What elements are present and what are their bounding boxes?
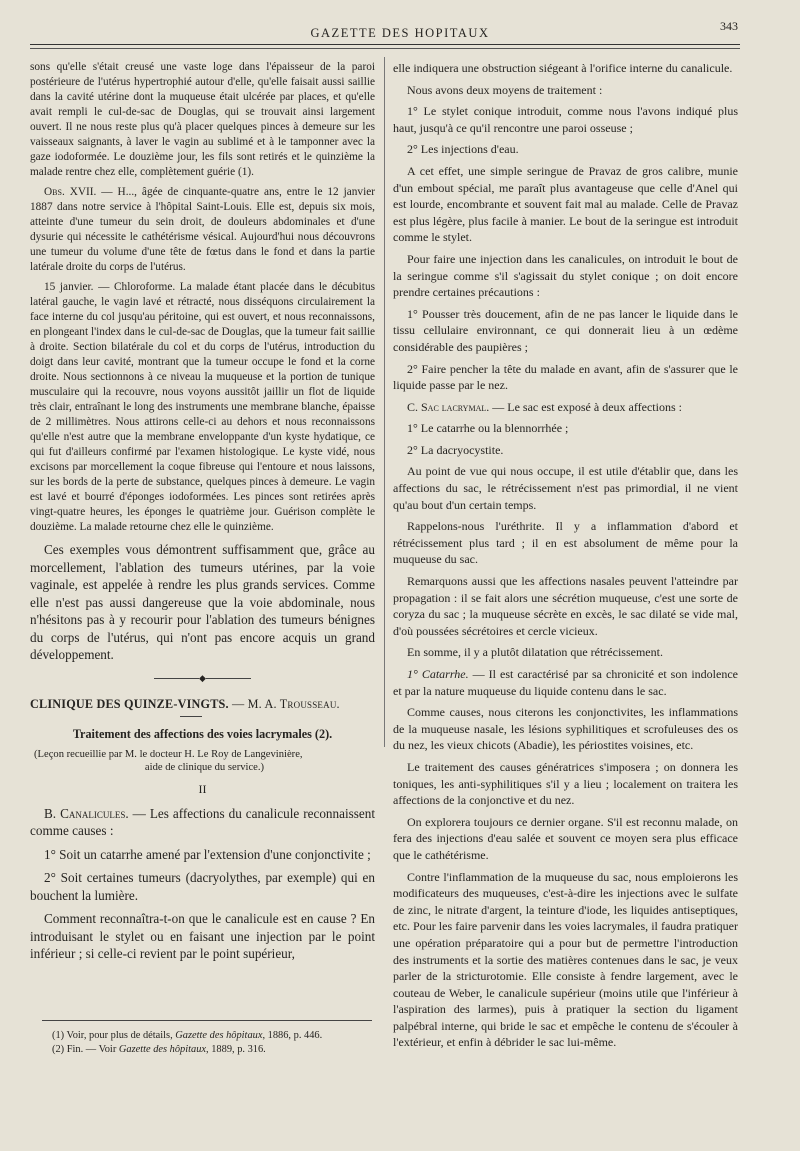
lecture-note-line-2: aide de clinique du service.) xyxy=(144,761,265,773)
footnote-1-suffix: , 1886, p. 446. xyxy=(262,1030,323,1041)
sac-text: — Le sac est exposé à deux affections : xyxy=(489,399,682,414)
catarrhe-lead: 1° Catarrhe. xyxy=(407,667,469,681)
lecture-title: Traitement des affections des voies lacrymales (2). xyxy=(72,726,333,741)
lecture-note-line-1: (Leçon recueillie par M. le docteur H. Le Roy de Langevinière, xyxy=(34,748,303,760)
section-ornament: ◆ xyxy=(30,673,375,683)
footnote-rule xyxy=(42,1020,372,1021)
lecture-note xyxy=(34,748,375,774)
canalicules-cause-2: 2° Soit certaines tumeurs (dacryolythes, par exemple) qui en bouchent la lumière. xyxy=(30,870,375,903)
footnotes xyxy=(52,1020,362,1057)
running-title: GAZETTE DES HOPITAUX xyxy=(310,26,490,40)
right-paragraph-6: Pour faire une injection dans les canalicules, on introduit le bout de la seringue comme s'il s'agissait du stylet conique ; on doit encore prendre certaines précautions : xyxy=(393,251,738,300)
footnote-2-title: Gazette des hôpitaux xyxy=(118,1044,207,1055)
right-paragraph-17: Contre l'inflammation de la muqueuse du sac, nous emploierons les modificateurs des muqueuses, c'est-à-dire les injections avec le sulfate de zinc, le nitrate d'argent, la teinture d'iode, les liquides antiseptiques, etc. Pour les faire parvenir dans les voies lacrymales, il faudra pratiquer une opération préparatoire qui a pour but de permettre l'introduction des instruments et la sortie des matières contenues dans le sac, je veux parler de la stricturotomie. Elle consiste à fendre largement, avec le couteau de Weber, le canalicule supérieur (moins utile que l'inférieur à l'aspiration des larmes), puis à pratiquer la section du ligament palpébral interne, qui bride le sac et empêche le contenu de s'écouler à l'extérieur, et enfin à débrider le sac lui-même. xyxy=(393,869,738,1050)
right-paragraph-4: 2° Les injections d'eau. xyxy=(407,142,519,157)
left-paragraph-1: sons qu'elle s'était creusé une vaste loge dans l'épaisseur de la paroi postérieure de l'utérus hypertrophié autour d'elle, qu'elle faisait aussi saillie dans la cavité utérine dont la muqueuse était ulcérée par places, et qu'elle avait rempli le cul-de-sac de Douglas, qui se trouvait ainsi largement ouvert. Il ne nous reste plus qu'à placer quelques pinces à demeure sur les vaisseaux saignants, à laver le vagin au sublimé et à le tamponner avec la gaze iodoformée. Le douzième jour, les fils sont retirés et le quinzième la malade rentre chez elle, complètement guérie (1). xyxy=(30,61,375,178)
right-paragraph-3: 1° Le stylet conique introduit, comme nous l'avons indiqué plus haut, jusqu'à ce qu'il rencontre une paroi osseuse ; xyxy=(393,104,738,135)
section-subrule xyxy=(180,716,202,717)
section-title xyxy=(30,697,375,712)
footnote-1-prefix: (1) Voir, pour plus de détails, xyxy=(52,1030,176,1041)
right-column xyxy=(393,60,738,1056)
obs-text: — H..., âgée de cinquante-quatre ans, entre le 12 janvier 1887 dans notre service à l'hôpital Saint-Louis. Elle est, depuis six mois, atteinte d'une tumeur du sein droit, de douleurs abdominales et d'une dysurie qui nécessite le cathétérisme vésical. Aujourd'hui nous découvrons une tumeur du volume d'une tête de fœtus dans le fond et dans la partie latérale droite du corps de l'utérus. xyxy=(30,186,375,273)
catarrhe-text: — Il est caractérisé par sa chronicité et son indolence et par la nature muqueuse du liquide contenu dans le sac. xyxy=(393,667,738,698)
header-rule-thick xyxy=(30,44,740,45)
right-paragraph-5: A cet effet, une simple seringue de Pravaz de gros calibre, munie d'un embout spécial, me paraît plus avantageuse que celle d'Anel qui est lourde, encombrante et souvent fait mal au malade. Celle de Pravaz est plus légère, plus facile à manier. Le bout de la seringue est introduit comme le stylet. xyxy=(393,163,738,245)
right-paragraph-11: Remarquons aussi que les affections nasales peuvent l'atteindre par propagation : il se fait alors une sécrétion muqueuse, c'est une sorte de coryza du sac ; la muqueuse sécrète en excès, le sac dilaté se vide mal, d'où poussées sécrétoires et cercle vicieux. xyxy=(393,574,738,638)
right-paragraph-2: Nous avons deux moyens de traitement : xyxy=(407,82,603,97)
right-paragraph-10: Rappelons-nous l'uréthrite. Il y a inflammation d'abord et rétrécissement plus tard ; il en est absolument de même pour la muqueuse du sac. xyxy=(393,519,738,567)
catarrhe-paragraph xyxy=(393,666,738,699)
left-paragraph-4: Ces exemples vous démontrent suffisamment que, grâce au morcellement, l'ablation des tumeurs utérines, par la voie vaginale, est appelée à rendre les plus grands services. Comme elle n'est pas aussi dangereuse que la voie abdominale, nous n'hésitons pas à y recourir pour l'ablation des tumeurs bénignes du corps de l'utérus, qui n'ont pas encore acquis un grand développement. xyxy=(30,542,375,662)
sac-lacrymal-paragraph xyxy=(393,399,738,416)
canalicules-paragraph xyxy=(30,805,375,840)
sac-affection-2: 2° La dacryocystite. xyxy=(407,442,504,457)
section-author: — M. A. Trousseau. xyxy=(228,696,340,711)
footnote-2-suffix: , 1889, p. 316. xyxy=(206,1044,266,1055)
footnote-1 xyxy=(52,1029,362,1043)
right-paragraph-15: Le traitement des causes génératrices s'imposera ; on donnera les toniques, les anti-syphilitiques s'il y a lieu ; localement on traitera les affections de la conjonctive et du nez. xyxy=(393,759,738,808)
right-paragraph-14: Comme causes, nous citerons les conjonctivites, les inflammations de la muqueuse nasale, les lésions syphilitiques et scrofuleuses des os du nez, les vieux chicots (Abadie), les périostites voisines, etc. xyxy=(393,705,738,753)
footnote-1-title: Gazette des hôpitaux xyxy=(175,1030,263,1041)
footnote-2 xyxy=(52,1043,362,1057)
obs-xvii-paragraph xyxy=(30,185,375,275)
obs-lead: Obs. XVII. xyxy=(44,186,97,198)
right-paragraph-9: Au point de vue qui nous occupe, il est utile d'établir que, dans les affections du sac, le rétrécissement n'est pas primordial, il ne vient qu'au bout d'un certain temps. xyxy=(393,464,738,512)
column-divider xyxy=(384,57,385,747)
right-paragraph-1: elle indiquera une obstruction siégeant à l'orifice interne du canalicule. xyxy=(393,61,733,75)
canalicules-text: — Les affections du canalicule reconnaissent comme causes : xyxy=(30,805,375,838)
canalicules-diagnosis: Comment reconnaîtra-t-on que le canalicule est en cause ? En introduisant le stylet ou en faisant une injection par le point inférieur ; si celle-ci revient par le point supérieur, xyxy=(30,911,375,961)
sac-affection-1: 1° Le catarrhe ou la blennorrhée ; xyxy=(407,421,569,436)
left-paragraph-3: 15 janvier. — Chloroforme. La malade étant placée dans le décubitus latéral gauche, le vagin lavé et rétracté, nous disséquons circulairement la face interne du col jusqu'au péritoine, qui est ouvert, et nous reconnaissons, en plongeant l'index dans le cul-de-sac de Douglas, que la tumeur fait saillie à droite. Section bilatérale du col et du corps de l'utérus, introduction du doigt dans leur cavité, montrant que la tumeur occupe le fond et la corne droite. Nous sectionnons à ce niveau la muqueuse et la portion de tunique musculaire qui la recouvre, nous voyons aussitôt jaillir un flot de liquide très clair, entraînant le long des instruments une membrane blanche, épaisse de 2 millimètres. Nous attirons celle-ci au dehors et nous reconnaissons qu'elle n'est autre que la membrane enveloppante d'un kyste hydatique, ce qui fut d'ailleurs confirmé par l'examen histologique. Le kyste vidé, nous excisons par morcellement la coque fibreuse qui l'entoure et nous laissons, sur les bords de la perte de substance, quelques pinces à demeure. Le vagin est lavé et bourré d'éponges iodoformées. Les pinces sont retirées après vingt-quatre heures, les éponges le quatrième jour. Guérison complète le douzième. La malade retourne chez elle le quinzième. xyxy=(30,281,375,533)
right-paragraph-7: 1° Pousser très doucement, afin de ne pas lancer le liquide dans le tissu cellulaire environnant, ce qui donnerait lieu à un œdème considérable des paupières ; xyxy=(393,306,738,354)
left-column xyxy=(30,60,375,968)
right-paragraph-8: 2° Faire pencher la tête du malade en avant, afin de s'assurer que le liquide passe par le nez. xyxy=(393,361,738,393)
canalicules-cause-1: 1° Soit un catarrhe amené par l'extension d'une conjonctivite ; xyxy=(44,846,371,862)
canalicules-lead: B. Canalicules. xyxy=(44,805,129,821)
part-number: II xyxy=(198,781,207,796)
right-paragraph-16: On explorera toujours ce dernier organe. S'il est reconnu malade, on fera des injections d'eau salée et souvent ce moyen sera plus efficace que le cathétérisme. xyxy=(393,814,738,862)
right-paragraph-12: En somme, il y a plutôt dilatation que rétrécissement. xyxy=(407,645,663,660)
header-rule-thin xyxy=(30,48,740,49)
sac-lead: C. Sac lacrymal. xyxy=(407,399,490,414)
footnote-2-prefix: (2) Fin. — Voir xyxy=(52,1044,119,1055)
section-title-main: CLINIQUE DES QUINZE-VINGTS. xyxy=(30,696,229,711)
page-number: 343 xyxy=(720,19,738,33)
